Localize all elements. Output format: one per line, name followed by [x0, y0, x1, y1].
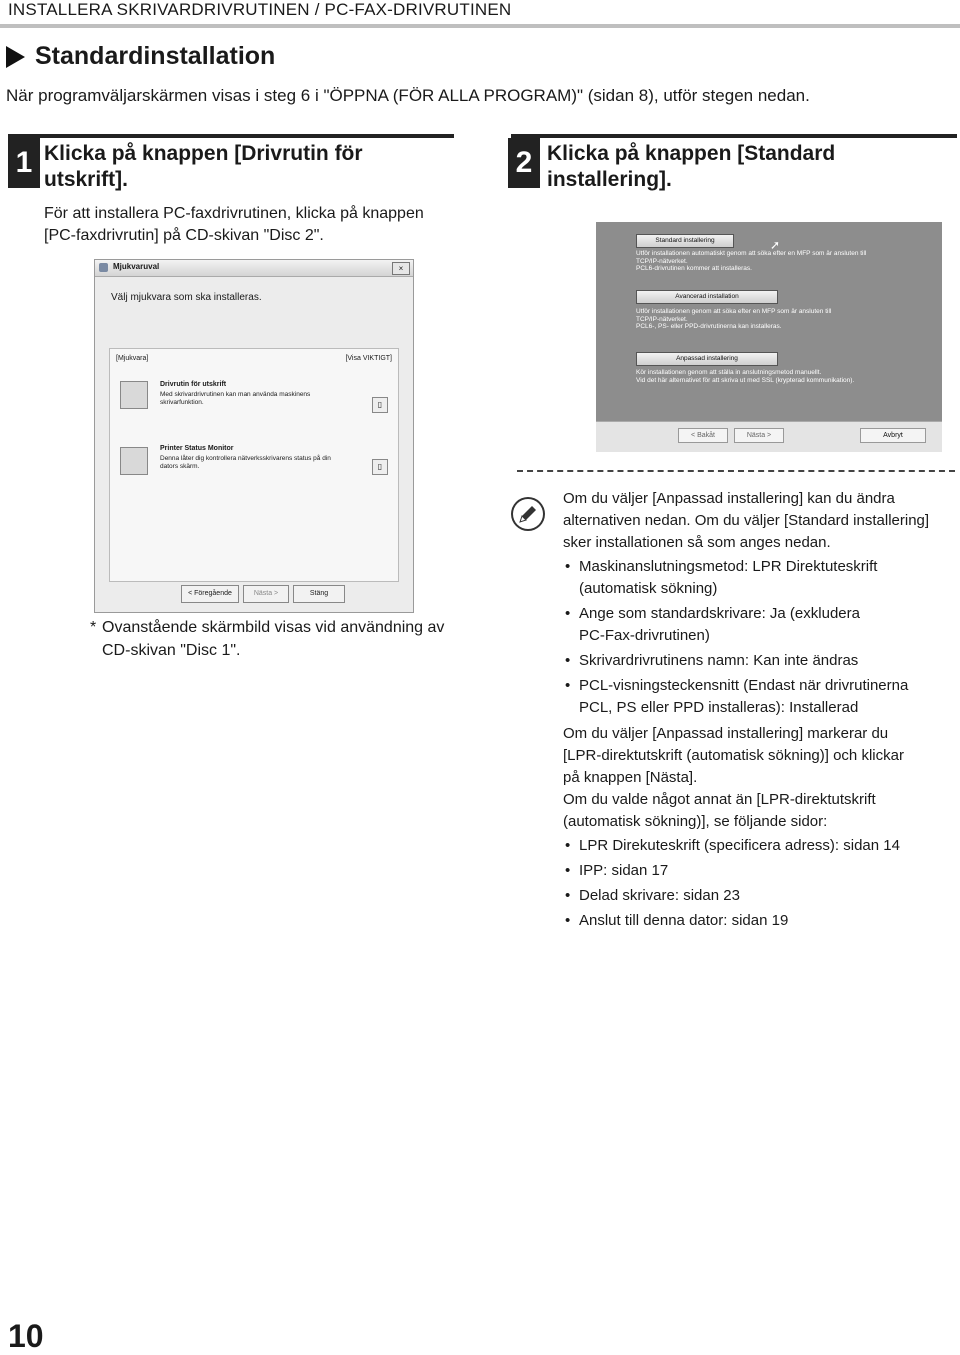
list-item: • PCL-visningsteckensnitt (Endast när drivrutinerna PCL, PS eller PPD installeras): Installerad: [563, 675, 948, 719]
list-item: • LPR Direkuteskrift (specificera adress): sidan 14: [563, 835, 948, 857]
app-icon: [99, 263, 108, 272]
item-title: Drivrutin för utskrift: [160, 381, 227, 388]
installer-options-screenshot: [596, 222, 942, 451]
note-block: Om du väljer [Anpassad installering] kan du ändra alternativen nedan. Om du väljer [Standard installering] sker installationen så som anges nedan. • Maskinanslutningsmetod: LPR Direktuteskrift (automatisk sökning) • Ange som standardskrivare: Ja (exkludera PC-Fax-drivrutinen) • Skrivardrivrutinens namn: Kan inte ändras • PCL-visningsteckensnitt (Endast när drivrutinerna PCL, PS eller PPD installeras): Installerad Om du väljer [Anpassad installering] markerar du [LPR-direktutskrift (automatisk sökning)] och klickar på knappen [Nästa]. Om du valde något annat än [LPR-direktutskrift (automatisk sökning)], se följande sidor: • LPR Direkuteskrift (specificera adress): sidan 14 • IPP: sidan 17 • Delad skrivare: sidan 23 • Anslut till denna dator: sidan 19: [563, 488, 948, 935]
advanced-install-button[interactable]: Avancerad installation: [636, 290, 778, 304]
step1-rule: [8, 134, 454, 138]
option-description: Utför installationen automatiskt genom att söka efter en MFP som är ansluten till TCP/IP-nätverket. PCL6-drivrutinen kommer att installeras.: [636, 250, 867, 272]
see-pages-list: [563, 835, 948, 932]
page-number: 10: [8, 1318, 44, 1354]
intro-text: När programväljarskärmen visas i steg 6 i "ÖPPNA (FÖR ALLA PROGRAM)" (sidan 8), utför stegen nedan.: [6, 86, 810, 105]
printer-driver-icon[interactable]: [120, 381, 148, 409]
default-settings-list: [563, 556, 948, 719]
close-button[interactable]: Stäng: [293, 585, 345, 603]
next-button[interactable]: Nästa >: [243, 585, 289, 603]
list-item: • Maskinanslutningsmetod: LPR Direktuteskrift (automatisk sökning): [563, 556, 948, 600]
option-description: Kör installationen genom att ställa in anslutningsmetod manuellt. Vid det här alternativet för att skriva ut med SSL (krypterad kommunikation).: [636, 369, 855, 384]
option-description: Utför installationen genom att söka efter en MFP som är ansluten till TCP/IP-nätverket. PCL6-, PS- eller PPD-drivrutinerna kan installeras.: [636, 308, 832, 330]
header-rule: [0, 24, 960, 28]
section-title: Standardinstallation: [35, 42, 276, 70]
column-software: [Mjukvara]: [116, 355, 149, 362]
status-monitor-icon[interactable]: [120, 447, 148, 475]
item-description: Denna låter dig kontrollera nätverksskrivarens status på din dators skärm.: [160, 455, 331, 470]
step1-body: För att installera PC-faxdrivrutinen, klicka på knappen [PC-faxdrivrutin] på CD-skivan "Disc 2".: [44, 205, 424, 244]
list-item: • Skrivardrivrutinens namn: Kan inte ändras: [563, 650, 948, 672]
running-header: INSTALLERA SKRIVARDRIVRUTINEN / PC-FAX-DRIVRUTINEN: [8, 0, 512, 19]
pencil-note-icon: [511, 497, 545, 531]
list-item: • Ange som standardskrivare: Ja (exkludera PC-Fax-drivrutinen): [563, 603, 948, 647]
readme-icon[interactable]: ▯: [372, 459, 388, 475]
item-description: Med skrivardrivrutinen kan man använda maskinens skrivarfunktion.: [160, 391, 311, 406]
dialog-heading: Välj mjukvara som ska installeras.: [111, 292, 262, 303]
step2-rule: [511, 134, 957, 138]
triangle-bullet-icon: [6, 46, 25, 68]
software-selection-screenshot: [94, 259, 414, 613]
custom-install-button[interactable]: Anpassad installering: [636, 352, 778, 366]
step1-title: Klicka på knappen [Drivrutin för utskrift].: [44, 142, 363, 191]
close-icon[interactable]: ×: [392, 262, 410, 275]
window-titlebar: [95, 260, 413, 277]
step2-number: 2: [508, 138, 540, 188]
note-separator: [517, 470, 955, 472]
list-item: • IPP: sidan 17: [563, 860, 948, 882]
next-button[interactable]: Nästa >: [734, 428, 784, 443]
list-item: • Delad skrivare: sidan 23: [563, 885, 948, 907]
screenshot-footnote: * Ovanstående skärmbild visas vid användning av CD-skivan "Disc 1".: [90, 619, 445, 659]
step1-number: 1: [8, 138, 40, 188]
standard-install-button[interactable]: Standard installering: [636, 234, 734, 248]
readme-icon[interactable]: ▯: [372, 397, 388, 413]
cursor-icon: ➚: [770, 238, 781, 252]
item-title: Printer Status Monitor: [160, 445, 234, 452]
back-button[interactable]: < Föregående: [181, 585, 239, 603]
installer-footer: [596, 421, 942, 452]
column-important[interactable]: [Visa VIKTIGT]: [345, 355, 392, 362]
cancel-button[interactable]: Avbryt: [860, 428, 926, 443]
window-title: Mjukvaruval: [113, 262, 160, 271]
software-list: [109, 348, 399, 582]
list-item: • Anslut till denna dator: sidan 19: [563, 910, 948, 932]
back-button[interactable]: < Bakåt: [678, 428, 728, 443]
section-heading: [6, 42, 275, 71]
step2-title: Klicka på knappen [Standard installering].: [547, 142, 836, 191]
